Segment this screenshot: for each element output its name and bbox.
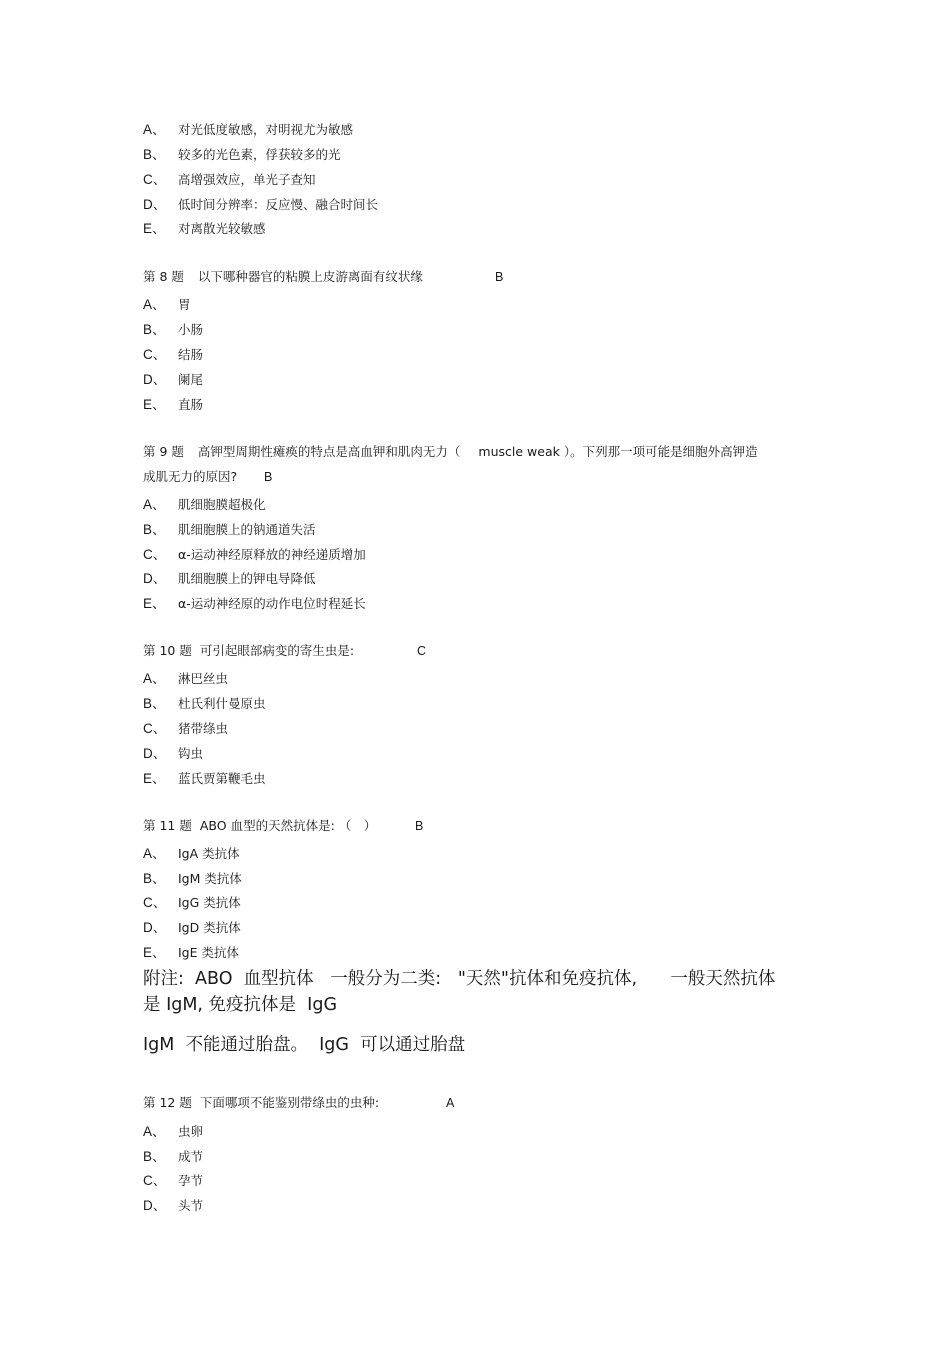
option-text: IgE 类抗体 <box>178 945 239 960</box>
option-text: 直肠 <box>178 397 204 412</box>
option-text: IgA 类抗体 <box>178 846 240 861</box>
option-text: 蓝氏贾第鞭毛虫 <box>178 771 266 786</box>
question-number: 第 8 题 <box>143 269 184 284</box>
question-stem: 以下哪种器官的粘膜上皮游离面有纹状缘 <box>197 269 423 284</box>
option-text: 对离散光较敏感 <box>178 221 266 236</box>
q10-option-a <box>143 671 228 687</box>
option-text: IgG 类抗体 <box>178 895 241 910</box>
q7-option-d <box>143 197 378 213</box>
option-letter: B、 <box>143 522 166 537</box>
q11-option-d <box>143 920 241 936</box>
question-stem-part2: muscle weak ）。下列那一项可能是细胞外高钾造 <box>478 444 758 459</box>
option-text: 小肠 <box>178 322 204 337</box>
question-answer: B <box>495 270 504 284</box>
q8-option-a <box>143 297 191 313</box>
question-answer: B <box>264 470 273 484</box>
option-letter: D、 <box>143 372 167 387</box>
option-letter: A、 <box>143 1124 166 1139</box>
q9-heading-line2 <box>143 469 343 485</box>
option-letter: E、 <box>143 771 166 786</box>
question-stem-part1: 高钾型周期性瘫痪的特点是高血钾和肌肉无力（ <box>197 444 461 459</box>
q11-option-a <box>143 846 240 862</box>
q7-option-b <box>143 147 341 163</box>
note-line-1: 附注: ABO 血型抗体 一般分为二类: "天然"抗体和免疫抗体, 一般天然抗体 <box>143 969 776 989</box>
option-text: 对光低度敏感，对明视尤为敏感 <box>178 122 354 137</box>
option-letter: B、 <box>143 322 166 337</box>
q11-option-e <box>143 945 239 961</box>
option-text: 肌细胞膜超极化 <box>178 497 266 512</box>
q11-option-b <box>143 871 242 887</box>
option-letter: C、 <box>143 172 167 187</box>
question-answer: B <box>415 819 424 833</box>
option-text: 肌细胞膜上的钾电导降低 <box>178 571 316 586</box>
option-text: IgM 类抗体 <box>178 871 242 886</box>
option-text: 虫卵 <box>178 1124 204 1139</box>
note-line-2: 是 IgM, 免疫抗体是 IgG <box>143 995 338 1015</box>
q8-heading <box>143 269 663 285</box>
option-text: 肌细胞膜上的钠通道失活 <box>178 522 316 537</box>
option-letter: C、 <box>143 347 167 362</box>
q8-option-b <box>143 322 203 338</box>
q10-option-b <box>143 696 266 712</box>
question-stem-part3: 成肌无力的原因? <box>143 469 238 484</box>
option-letter: A、 <box>143 297 166 312</box>
q12-option-d <box>143 1198 203 1214</box>
option-letter: B、 <box>143 1149 166 1164</box>
q7-option-e <box>143 221 266 237</box>
option-text: 结肠 <box>178 347 204 362</box>
q8-option-d <box>143 372 203 388</box>
question-stem: 可引起眼部病变的寄生虫是: <box>199 643 355 658</box>
option-letter: D、 <box>143 197 167 212</box>
option-letter: C、 <box>143 547 167 562</box>
q10-option-c <box>143 721 228 737</box>
option-text: 孕节 <box>178 1173 204 1188</box>
option-text: 杜氏利什曼原虫 <box>178 696 266 711</box>
q12-heading <box>143 1095 473 1111</box>
option-text: 低时间分辨率：反应慢、融合时间长 <box>178 197 379 212</box>
option-letter: B、 <box>143 696 166 711</box>
option-letter: A、 <box>143 671 166 686</box>
option-letter: E、 <box>143 596 166 611</box>
option-letter: D、 <box>143 920 167 935</box>
option-letter: A、 <box>143 497 166 512</box>
q9-option-c <box>143 547 366 563</box>
q10-option-e <box>143 771 266 787</box>
option-text: 成节 <box>178 1149 204 1164</box>
q9-option-b <box>143 522 316 538</box>
option-letter: D、 <box>143 1198 167 1213</box>
q8-option-e <box>143 397 203 413</box>
option-letter: C、 <box>143 721 167 736</box>
question-number: 第 11 题 <box>143 818 192 833</box>
q12-option-c <box>143 1173 203 1189</box>
option-letter: D、 <box>143 746 167 761</box>
option-letter: E、 <box>143 945 166 960</box>
q9-option-a <box>143 497 266 513</box>
q10-option-d <box>143 746 203 762</box>
q12-option-a <box>143 1124 203 1140</box>
q11-option-c <box>143 895 241 911</box>
option-letter: E、 <box>143 221 166 236</box>
question-stem: ABO 血型的天然抗体是: （ ） <box>199 818 377 833</box>
q11-heading <box>143 818 443 834</box>
q9-option-e <box>143 596 366 612</box>
option-letter: E、 <box>143 397 166 412</box>
option-text: 猪带绦虫 <box>178 721 229 736</box>
option-text: α-运动神经原的动作电位时程延长 <box>178 596 366 611</box>
question-number: 第 9 题 <box>143 444 184 459</box>
option-text: IgD 类抗体 <box>178 920 241 935</box>
option-text: 较多的光色素，俘获较多的光 <box>178 147 341 162</box>
question-number: 第 10 题 <box>143 643 192 658</box>
question-number: 第 12 题 <box>143 1095 192 1110</box>
option-text: 头节 <box>178 1198 204 1213</box>
q7-option-a <box>143 122 353 138</box>
question-stem: 下面哪项不能鉴别带绦虫的虫种: <box>199 1095 380 1110</box>
option-letter: D、 <box>143 571 167 586</box>
option-letter: C、 <box>143 895 167 910</box>
q9-heading <box>143 444 758 460</box>
q12-option-b <box>143 1149 203 1165</box>
q8-option-c <box>143 347 203 363</box>
question-answer: A <box>446 1096 455 1110</box>
option-letter: B、 <box>143 147 166 162</box>
option-text: α-运动神经原释放的神经递质增加 <box>178 547 366 562</box>
option-text: 钩虫 <box>178 746 204 761</box>
option-letter: A、 <box>143 846 166 861</box>
option-letter: C、 <box>143 1173 167 1188</box>
note-line-3: IgM 不能通过胎盘。 IgG 可以通过胎盘 <box>143 1035 466 1055</box>
option-letter: B、 <box>143 871 166 886</box>
option-text: 淋巴丝虫 <box>178 671 229 686</box>
option-text: 高增强效应，单光子查知 <box>178 172 316 187</box>
q10-heading <box>143 643 443 659</box>
option-letter: A、 <box>143 122 166 137</box>
option-text: 阑尾 <box>178 372 204 387</box>
q7-option-c <box>143 172 316 188</box>
question-answer: C <box>417 644 427 658</box>
q9-option-d <box>143 571 316 587</box>
option-text: 胃 <box>178 297 191 312</box>
